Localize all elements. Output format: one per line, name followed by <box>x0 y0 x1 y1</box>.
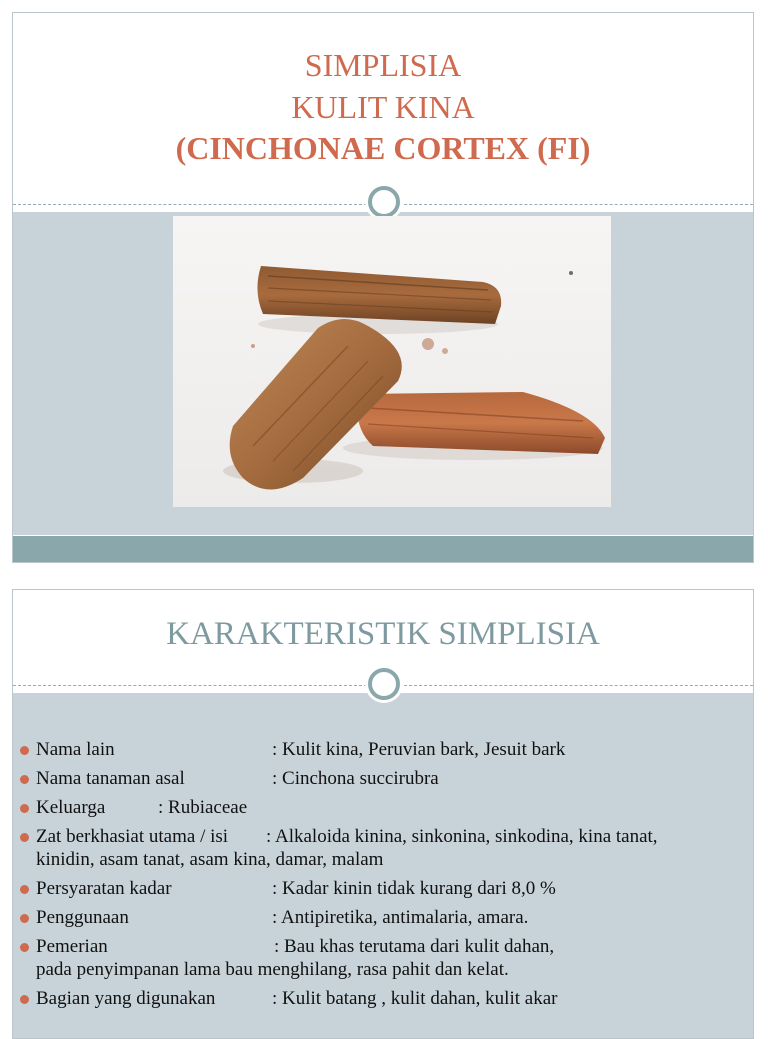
list-item <box>20 796 740 819</box>
bullet-icon <box>20 804 29 813</box>
item-value: : Kadar kinin tidak kurang dari 8,0 % <box>272 878 556 899</box>
title-area <box>13 13 753 205</box>
item-label: Bagian yang digunakan <box>36 988 216 1009</box>
list-item <box>20 767 740 790</box>
item-label: Pemerian <box>36 936 108 957</box>
list-item <box>20 877 740 900</box>
item-value: : Cinchona succirubra <box>272 768 439 789</box>
title-line-3: (CINCHONAE CORTEX (FI) <box>175 130 591 166</box>
bullet-icon <box>20 775 29 784</box>
ring-ornament-icon <box>368 668 400 700</box>
item-value-continued: kinidin, asam tanat, asam kina, damar, malam <box>36 849 384 870</box>
slide-title: KARAKTERISTIK SIMPLISIA <box>166 616 600 652</box>
item-value: : Kulit kina, Peruvian bark, Jesuit bark <box>272 739 566 760</box>
bullet-icon <box>20 914 29 923</box>
bullet-icon <box>20 833 29 842</box>
item-value: : Rubiaceae <box>158 797 248 818</box>
ring-ornament-icon <box>368 186 400 218</box>
list-item <box>20 738 740 761</box>
item-value-continued: pada penyimpanan lama bau menghilang, rasa pahit dan kelat. <box>36 959 509 980</box>
characteristics-list <box>20 738 740 1016</box>
list-item <box>20 906 740 929</box>
list-item <box>20 987 740 1010</box>
item-value: : Kulit batang , kulit dahan, kulit akar <box>272 988 558 1009</box>
item-label: Penggunaan <box>36 907 129 928</box>
item-label: Zat berkhasiat utama / isi <box>36 826 229 847</box>
bullet-icon <box>20 995 29 1004</box>
item-label: Persyaratan kadar <box>36 878 172 899</box>
item-value: : Bau khas terutama dari kulit dahan, <box>274 936 555 957</box>
item-value: : Antipiretika, antimalaria, amara. <box>272 907 529 928</box>
bullet-icon <box>20 885 29 894</box>
list-item <box>20 935 740 981</box>
item-value: : Alkaloida kinina, sinkonina, sinkodina, kina tanat, <box>266 826 658 847</box>
cinchona-bark-photo <box>173 216 611 507</box>
slide-title <box>12 12 754 563</box>
item-label: Nama lain <box>36 739 115 760</box>
list-item <box>20 825 740 871</box>
item-label: Keluarga <box>36 797 106 818</box>
title-line-1: SIMPLISIA <box>304 47 462 83</box>
bullet-icon <box>20 943 29 952</box>
title-line-2: KULIT KINA <box>291 89 475 125</box>
footer-band <box>13 536 753 563</box>
bullet-icon <box>20 746 29 755</box>
item-label: Nama tanaman asal <box>36 768 185 789</box>
